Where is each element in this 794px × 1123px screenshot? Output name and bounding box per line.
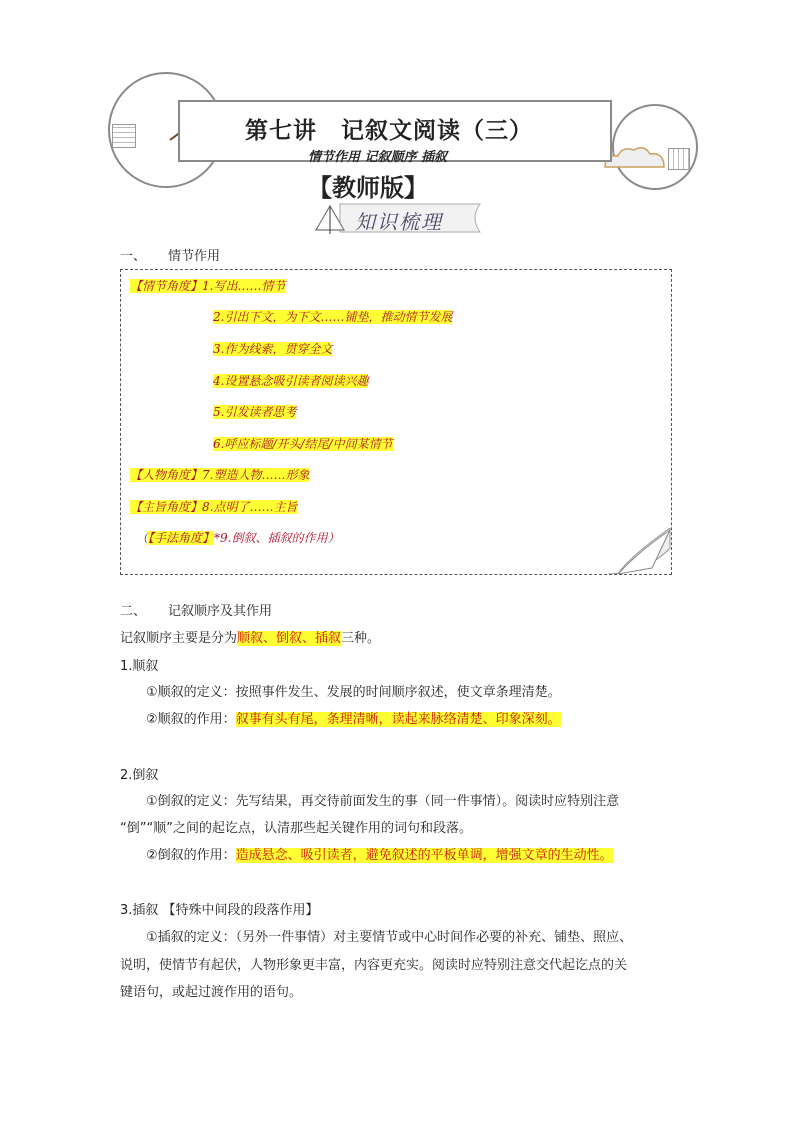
paren-open: （ <box>136 531 149 545</box>
function-label: ②顺叙的作用： <box>146 712 236 727</box>
sequential-definition: ①顺叙的定义：按照事件发生、发展的时间顺序叙述，使文章条理清楚。 <box>146 685 561 700</box>
knowledge-banner-label: 知识梳理 <box>355 210 443 234</box>
angle-tag-technique: 【手法角度】 <box>148 531 215 545</box>
box-line-text: *9.倒叙、插叙的作用） <box>214 531 340 545</box>
page-curl-decoration <box>608 528 672 574</box>
section1-heading: 情节作用 <box>168 249 221 264</box>
section1-heading-number: 一、 <box>120 249 147 264</box>
box-line-text: 6.呼应标题/开头/结尾/中间某情节 <box>213 437 393 451</box>
section2-intro <box>120 627 380 646</box>
window-lattice-icon <box>112 124 136 148</box>
box-line-text: 8.点明了……主旨 <box>202 500 298 514</box>
box-line-3 <box>213 340 332 357</box>
interpolation-definition-line1: ①插叙的定义：（另外一件事情）对主要情节或中心时间作必要的补充、铺垫、照应、 <box>146 930 633 945</box>
edition-label: 【教师版】 <box>308 173 428 202</box>
box-line-text: 7.塑造人物……形象 <box>202 468 310 482</box>
function-label: ②倒叙的作用： <box>146 848 236 863</box>
box-line-text: 2.引出下文，为下文……铺垫，推动情节发展 <box>213 310 453 324</box>
box-line-2 <box>213 308 452 325</box>
box-line-7 <box>130 466 309 483</box>
interpolation-definition-line2: 说明，使情节有起伏，人物形象更丰富，内容更充实。阅读时应特别注意交代起讫点的关 <box>120 958 628 973</box>
page-subtitle: 情节作用 记叙顺序 插叙 <box>308 150 448 165</box>
function-highlight: 造成悬念、吸引读者，避免叙述的平板单调，增强文章的生动性。 <box>235 848 613 863</box>
flashback-definition-line1: ①倒叙的定义：先写结果，再交待前面发生的事（同一件事情）。阅读时应特别注意 <box>146 794 620 809</box>
flashback-title: 2.倒叙 <box>120 768 159 783</box>
box-line-4 <box>213 372 368 389</box>
box-line-text: 4.设置悬念吸引读者阅读兴趣 <box>213 374 369 388</box>
box-line-9 <box>136 529 339 546</box>
intro-highlight: 顺叙、倒叙、插叙 <box>237 631 342 646</box>
angle-tag-character: 【人物角度】 <box>130 468 203 482</box>
sequential-title: 1.顺叙 <box>120 659 159 674</box>
sequential-function <box>146 708 561 727</box>
box-line-1 <box>130 277 285 294</box>
intro-text: 三种。 <box>341 631 381 646</box>
flashback-function <box>146 844 613 863</box>
box-line-8 <box>130 498 297 515</box>
interpolation-title: 3.插叙 【特殊中间段的段落作用】 <box>120 903 319 918</box>
intro-text: 记叙顺序主要是分为 <box>120 631 238 646</box>
flashback-definition-line2: “倒”“顺”之间的起讫点，认清那些起关键作用的词句和段落。 <box>120 821 472 836</box>
box-line-text: 5.引发读者思考 <box>213 405 297 419</box>
angle-tag-theme: 【主旨角度】 <box>130 500 203 514</box>
box-line-6 <box>213 435 393 452</box>
box-line-5 <box>213 403 296 420</box>
function-highlight: 叙事有头有尾，条理清晰，读起来脉络清楚、印象深刻。 <box>235 712 561 727</box>
box-line-text: 1.写出……情节 <box>202 279 286 293</box>
box-line-text: 3.作为线索，贯穿全文 <box>213 342 333 356</box>
section2-heading: 记叙顺序及其作用 <box>168 604 273 619</box>
angle-tag-plot: 【情节角度】 <box>130 279 203 293</box>
right-lattice-icon <box>668 148 690 170</box>
interpolation-definition-line3: 键语句，或起过渡作用的语句。 <box>120 985 303 1000</box>
section2-heading-number: 二、 <box>120 604 147 619</box>
page-title: 第七讲 记叙文阅读（三） <box>245 117 533 144</box>
